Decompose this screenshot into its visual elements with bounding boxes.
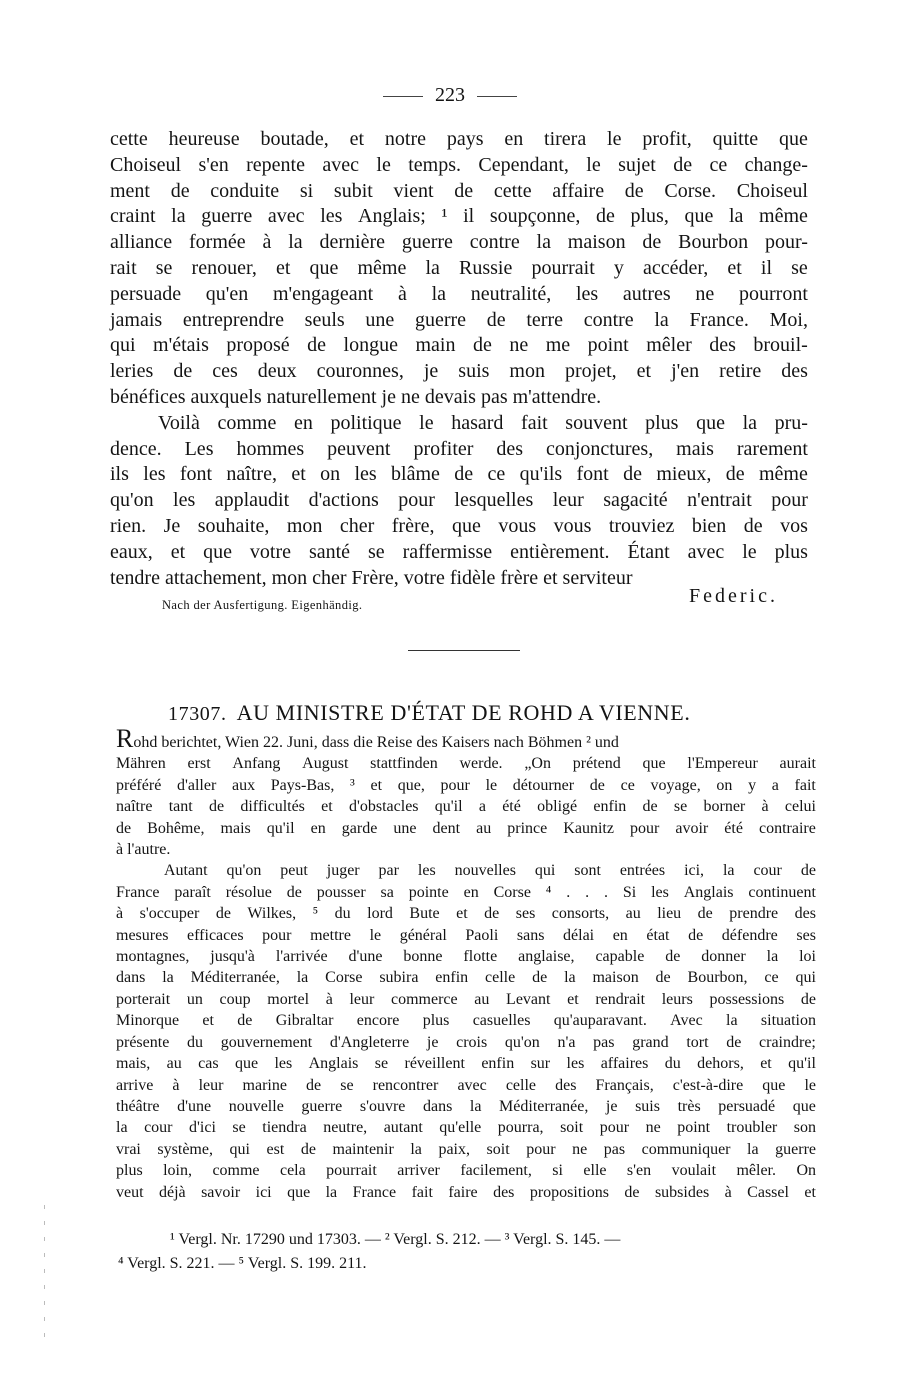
letter-line: eaux, et que votre santé se raffermisse entièrement. Étant avec le plus: [110, 540, 808, 563]
summary-line: porterait un coup mortel à leur commerce au Levant et rendrait leurs possessions de: [116, 990, 816, 1008]
summary-line: [116, 724, 816, 753]
summary-line: mais, au cas que les Anglais se réveillent enfin sur les affaires du dehors, et qu'il: [116, 1055, 816, 1073]
summary-line: théâtre d'une nouvelle guerre s'ouvre dans la Méditerranée, je suis très persuadé que: [116, 1097, 816, 1115]
summary-line: arrive à leur marine de se rencontrer avec celle des Français, c'est-à-dire que le: [116, 1076, 816, 1094]
footnote-line: ⁴ Vergl. S. 221. — ⁵ Vergl. S. 199. 211.: [118, 1255, 367, 1272]
section-divider: [408, 650, 520, 651]
letter-line: rait se renouer, et que même la Russie pourrait y accéder, et il se: [110, 256, 808, 279]
summary-first-line: ohd berichtet, Wien 22. Juni, dass die Reise des Kaisers nach Böhmen ² und: [133, 734, 619, 751]
footnote-line: ¹ Vergl. Nr. 17290 und 17303. — ² Vergl. S. 212. — ³ Vergl. S. 145. —: [170, 1231, 621, 1248]
letter-line: jamais entreprendre seuls une guerre de terre contre la France. Moi,: [110, 308, 808, 331]
letter-line: ils les font naître, et on les blâme de ce qu'ils font de mieux, de même: [110, 463, 808, 486]
margin-marks: [44, 1205, 46, 1365]
summary-line: France paraît résolue de pousser sa pointe en Corse ⁴ . . . Si les Anglais continuent: [116, 883, 816, 901]
letter-line: alliance formée à la dernière guerre contre la maison de Bourbon pour-: [110, 231, 808, 254]
letter-line: craint la guerre avec les Anglais; ¹ il soupçonne, de plus, que la même: [110, 205, 808, 228]
letter-heading: [168, 700, 690, 726]
letter-line: persuade qu'en m'engageant à la neutralité, les autres ne pourront: [110, 282, 808, 305]
summary-line: naître tant de difficultés et d'obstacles qu'il a été obligé enfin de se borner à celui: [116, 798, 816, 816]
source-note: Nach der Ausfertigung. Eigenhändig.: [162, 598, 363, 612]
summary-line: veut déjà savoir ici que la France fait faire des propositions de subsides à Cassel et: [116, 1183, 816, 1201]
summary-line: présente du gouvernement d'Angleterre je crois qu'on n'a pas grand tort de craindre;: [116, 1033, 816, 1051]
letter-body: [110, 127, 808, 591]
drop-cap: R: [116, 724, 134, 753]
letter-line: qui m'étais proposé de longue main de ne me point mêler des brouil-: [110, 334, 808, 357]
letter-line: Choiseul s'en repente avec le temps. Cependant, le sujet de ce change-: [110, 153, 808, 176]
summary-line: mesures efficaces pour mettre le général Paoli sans délai en état de défendre ses: [116, 926, 816, 944]
letter-line: Voilà comme en politique le hasard fait souvent plus que la pru-: [158, 411, 808, 434]
letter-line: rien. Je souhaite, mon cher frère, que vous vous trouviez bien de vos: [110, 514, 808, 537]
summary-line: à l'autre.: [116, 841, 171, 859]
summary-line: préféré d'aller aux Pays-Bas, ³ et que, pour le détourner de ce voyage, on y a fait: [116, 776, 816, 794]
header-dash-right: [477, 96, 517, 97]
letter-title: AU MINISTRE D'ÉTAT DE ROHD A VIENNE.: [236, 700, 691, 725]
footnotes: [118, 1228, 818, 1276]
header-dash-left: [383, 96, 423, 97]
summary-line: la cour d'ici se tiendra neutre, autant qu'elle pourra, soit pour ne point troubler son: [116, 1119, 816, 1137]
letter-line: cette heureuse boutade, et notre pays en tirera le profit, quitte que: [110, 128, 808, 150]
page-number: 223: [435, 84, 465, 106]
summary-line: à s'occuper de Wilkes, ⁵ du lord Bute et de ses consorts, au lieu de prendre des: [116, 905, 816, 923]
signature: Federic.: [689, 585, 778, 607]
summary-line: montagnes, jusqu'à l'arrivée d'une bonne flotte anglaise, capable de donner la loi: [116, 948, 816, 966]
summary-line: Minorque et de Gibraltar encore plus casuelles qu'auparavant. Avec la situation: [116, 1012, 816, 1030]
letter-line: bénéfices auxquels naturellement je ne devais pas m'attendre.: [110, 385, 602, 408]
summary-line: dans la Méditerranée, la Corse subira enfin celle de la maison de Bourbon, ce qui: [116, 969, 816, 987]
summary-line: de Bohême, mais qu'il en garde une dent au prince Kaunitz pour avoir été contraire: [116, 819, 816, 837]
letter-number: 17307.: [168, 703, 227, 725]
summary-line: vrai système, qui est de maintenir la paix, soit pour ne pas communiquer la guerre: [116, 1140, 816, 1158]
summary-body: [116, 724, 816, 1203]
letter-line: leries de ces deux couronnes, je suis mon projet, et j'en retire des: [110, 360, 808, 383]
summary-line: Autant qu'on peut juger par les nouvelles qui sont entrées ici, la cour de: [164, 862, 816, 880]
letter-line: tendre attachement, mon cher Frère, votre fidèle frère et serviteur: [110, 566, 633, 589]
letter-line: qu'on les applaudit d'actions pour lesquelles leur sagacité n'entrait pour: [110, 489, 808, 512]
summary-line: plus loin, comme cela pourrait arriver facilement, si elle s'en voulait mêler. On: [116, 1162, 816, 1180]
page-header: [0, 84, 900, 107]
letter-line: ment de conduite si subit vient de cette affaire de Corse. Choiseul: [110, 179, 808, 202]
summary-line: Mähren erst Anfang August stattfinden werde. „On prétend que l'Empereur aurait: [116, 755, 816, 773]
letter-line: dence. Les hommes peuvent profiter des conjonctures, mais rarement: [110, 437, 808, 460]
